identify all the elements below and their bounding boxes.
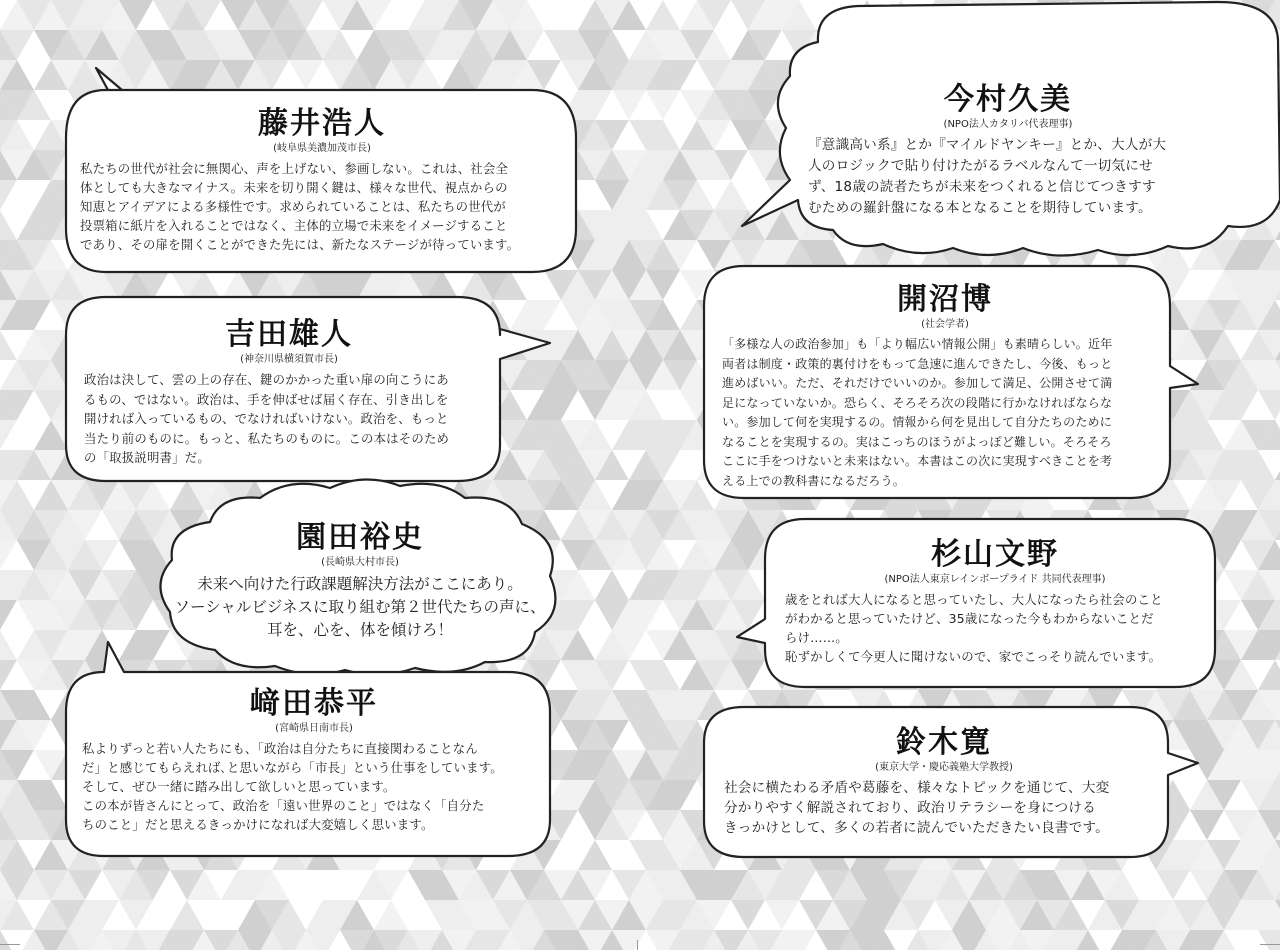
comment-text: 未来へ向けた行政課題解決方法がここにあり。 ソーシャルビジネスに取り組む第２世代たちの声に、 耳を、心を、体を傾けろ！ xyxy=(174,575,546,639)
person-title: (東京大学・慶応義塾大学教授) xyxy=(875,762,1013,773)
person-name: 開沼博 xyxy=(897,282,993,317)
comment-text: 歳をとれば大人になると思っていたし、大人になったら社会のこと がわかると思っていたけど、35歳になった今もわからないことだ らけ……。 恥ずかしくて今更人に聞けないので、家でこっそり読んでいます。 xyxy=(785,592,1163,664)
person-name: 今村久美 xyxy=(944,82,1072,117)
crop-mark xyxy=(0,944,20,945)
comment-text: 『意識高い系』とか『マイルドヤンキー』とか、大人が大 人のロジックで貼り付けたがるラベルなんて一切気にせ ず、18歳の読者たちが未来をつくれると信じてつきすす むための羅針盤になる本となることを期待しています。 xyxy=(808,137,1167,216)
crop-mark xyxy=(1260,944,1280,945)
comment-text: 政治は決して、雲の上の存在、鍵のかかった重い扉の向こうにあ るもの、ではない。政治は、手を伸ばせば届く存在、引き出しを 開ければ入っているもの、でなければいけない。政治を、もっと 当たり前のものに。もっと、私たちのものに。この本はそのため の「取扱説明書」だ。 xyxy=(84,372,450,465)
comment-text: 私たちの世代が社会に無関心、声を上げない、参画しない。これは、社会全 体としても大きなマイナス。未来を切り開く鍵は、様々な世代、視点からの 知恵とアイデアによる多様性です。求められていることは、私たちの世代が 投票箱に紙片を入れることではなく、主体的立場で未来をイメージすること であり、その扉を開くことができた先には、新たなステージが待っています。 xyxy=(80,161,520,252)
comment-text: 私よりずっと若い人たちにも、「政治は自分たちに直接関わることなん だ」と感じてもらえれば､と思いながら「市長」という仕事をしています。 そして、ぜひ一緒に踏み出して欲しいと思っています。 この本が皆さんにとって、政治を「遠い世界のこと」ではなく「自分た ちのこと」だと思えるきっかけになれば大変嬉しく思います。 xyxy=(82,741,503,832)
person-title: (長崎県大村市長) xyxy=(321,557,399,568)
person-name: 園田裕史 xyxy=(296,520,424,555)
person-title: (宮崎県日南市長) xyxy=(275,723,353,734)
person-name: 吉田雄人 xyxy=(225,317,353,352)
comment-bubble-yoshida xyxy=(62,295,552,485)
person-title: (神奈川県横須賀市長) xyxy=(240,354,338,365)
person-name: 﨑田恭平 xyxy=(250,686,378,721)
person-name: 藤井浩人 xyxy=(258,106,386,141)
comment-bubble-sakita xyxy=(62,640,554,862)
comment-text: 社会に横たわる矛盾や葛藤を、様々なトピックを通じて、大変 分かりやすく解説されており、政治リテラシーを身につける きっかけとして、多くの若者に読んでいただきたい良書です。 xyxy=(724,780,1110,836)
comment-bubble-kainuma xyxy=(700,262,1200,502)
comment-bubble-fujii xyxy=(62,68,582,278)
person-title: (社会学者) xyxy=(921,319,969,330)
person-title: (NPO法人東京レインボープライド 共同代表理事) xyxy=(884,574,1106,585)
comment-bubble-suzuki xyxy=(700,703,1200,861)
comment-bubble-imamura xyxy=(738,0,1280,262)
comment-bubble-sugiyama xyxy=(735,515,1220,690)
crop-mark xyxy=(637,940,638,950)
person-title: (NPO法人カタリバ代表理事) xyxy=(943,119,1073,130)
person-title: (岐阜県美濃加茂市長) xyxy=(273,143,371,154)
person-name: 杉山文野 xyxy=(931,537,1059,572)
comment-text: 「多様な人の政治参加」も「より幅広い情報公開」も素晴らしい。近年 両者は制度・政策的裏付けをもって急速に進んできたし、今後、もっと 進めばいい。ただ、それだけでいいのか。参加して満足、公開させて満 足になっていないか。恐らく、そろそろ次の段階に行かなければならな い。参加して何を実現するの。情報から何を見出して自分たちのために なることを実現するの。実はこっちのほうがよっぽど難しい。そろそろ ここに手をつけないと未来はない。本書はこの次に実現すべきことを考 える上での教科書になるだろう。 xyxy=(722,337,1113,488)
person-name: 鈴木寛 xyxy=(896,725,992,760)
